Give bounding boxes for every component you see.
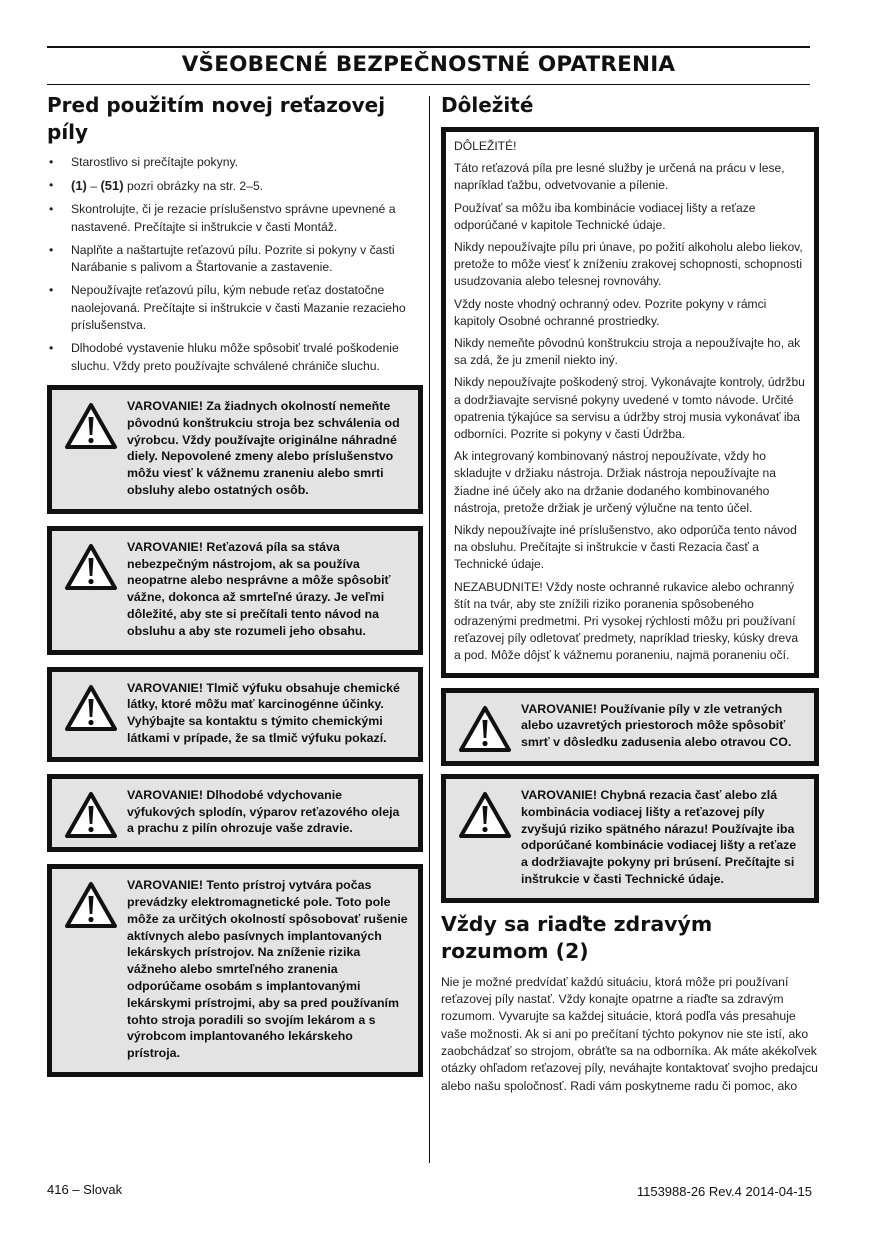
important-paragraph: Nikdy nemeňte pôvodnú konštrukciu stroja a nepoužívajte ho, ak sa zdá, že ju zmenil niekto iný. [454,336,801,368]
figure-ref-dash: – [86,179,101,193]
bullet-glyph: • [49,202,54,216]
warning-triangle-icon [458,705,512,753]
section-heading-before-use: Pred použitím novej reťazovej píly [47,93,386,144]
bullet-text: pozri obrázky na str. 2–5. [123,179,264,193]
warning-box-exhaust [47,774,423,852]
list-item [47,177,423,196]
page-title: VŠEOBECNÉ BEZPEČNOSTNÉ OPATRENIA [181,52,676,77]
warning-box-electromagnetic [47,864,423,1077]
warning-box-ventilation [441,688,819,766]
bullet-glyph: • [49,283,54,297]
page-number: 416 – Slovak [47,1182,123,1197]
warning-triangle-icon [64,684,118,732]
warning-box-kickback [441,774,819,903]
important-paragraph: Nikdy nepoužívajte poškodený stroj. Vykonávajte kontroly, údržbu a dodržiavajte servisné pokyny uvedené v tomto návode. Určité opatrenia týkajúce sa servisu a údržby stroj musia vykonávať iba odborníci. Pozrite si pokyny v časti Údržba. [454,375,805,442]
bullet-glyph: • [49,341,54,355]
bullet-text: Starostlivo si prečítajte pokyny. [71,155,239,169]
bullet-text: Skontrolujte, či je rezacie príslušenstvo správne upevnené a nastavené. Prečítajte si inštrukcie v časti Montáž. [71,202,396,234]
list-item [47,242,423,277]
section-heading-important: Dôležité [441,93,534,117]
warning-text: VAROVANIE! Tlmič výfuku obsahuje chemické látky, ktoré môžu mať karcinogénne účinky. Vyhýbajte sa kontaktu s týmito chemickými látkami v prípade, že sa tlmič výfuku pokazí. [127,680,400,745]
bullet-text: Naplňte a naštartujte reťazovú pílu. Pozrite si pokyny v časti Narábanie s palivom a Štartovanie a zastavenie. [71,242,395,274]
warning-triangle-icon [64,881,118,929]
warning-triangle-icon [64,402,118,450]
list-item [47,340,423,375]
important-paragraph: Používať sa môžu iba kombinácie vodiacej lišty a reťaze odporúčané v kapitole Technické údaje. [454,200,756,232]
warning-text: VAROVANIE! Za žiadnych okolností nemeňte pôvodnú konštrukciu stroja bez schválenia od výrobcu. Vždy používajte originálne náhradné diely. Nepovolené zmeny alebo príslušenstvo môžu viesť k vážnemu zraneniu alebo smrti obsluhy alebo ostatných osôb. [127,399,400,497]
bullet-text: Dlhodobé vystavenie hluku môže spôsobiť trvalé poškodenie sluchu. Vždy preto používajte schválené chrániče sluchu. [71,341,399,373]
warning-box-muffler [47,667,423,762]
warning-text: VAROVANIE! Reťazová píla sa stáva nebezpečným nástrojom, ak sa používa neopatrne alebo nesprávne a môže spôsobiť vážne, dokonca až smrteľné úrazy. Je veľmi dôležité, aby ste si prečítali tento návod na obsluhu a aby ste rozumeli jeho obsahu. [127,539,391,638]
bullet-glyph: • [49,155,54,169]
list-item [47,201,423,236]
important-paragraph: NEZABUDNITE! Vždy noste ochranné rukavice alebo ochranný štít na tvár, aby ste znížili riziko poranenia spôsobeného odrazenými predmetmi. Pri vysokej rýchlosti môžu pri používaní reťazovej píly odletovať predmety, napríklad triesky, kúsky dreva a pod. Môže dôjsť k vážnemu poraneniu, najmä poraneniu očí. [454,579,799,663]
warning-triangle-icon [64,791,118,839]
important-paragraph: Ak integrovaný kombinovaný nástroj nepoužívate, vždy ho skladujte v držiaku nástroja. Držiak nástroja nepoužívajte na žiadne iné účely ako na držanie dodaného kombinovaného nástroja, pretože držiak je určený výlučne na tento účel. [454,449,776,515]
warning-triangle-icon [458,791,512,839]
document-revision: 1153988-26 Rev.4 2014-04-15 [636,1184,812,1199]
bullet-glyph: • [49,178,54,192]
right-column [441,92,819,1095]
important-paragraph: Vždy noste vhodný ochranný odev. Pozrite pokyny v rámci kapitoly Osobné ochranné prostriedky. [454,296,767,328]
warning-text: VAROVANIE! Chybná rezacia časť alebo zlá kombinácia vodiacej lišty a reťazovej píly zvyšujú riziko spätného nárazu! Používajte iba odporúčané kombinácie vodiacej lišty a reťaze a dodržiavajte pokyny pri brúsení. Prečítajte si inštrukcie v časti Technické údaje. [521,788,797,887]
list-item [47,154,423,172]
common-sense-paragraph: Nie je možné predvídať každú situáciu, ktorá môže pri používaní reťazovej píly nastať. Vždy konajte opatrne a riaďte sa zdravým rozumom. Vyvarujte sa každej situácie, ktorá podľa vás presahuje vaše možnosti. Ak si ani po prečítaní týchto pokynov nie ste istí, ako zaobchádzať so strojom, obráťte sa na odborníka. Ak máte akékoľvek otázky ohľadom reťazovej píly, neváhajte kontaktovať svojho predajcu alebo našu spoločnosť. Radi vám poskytneme radu či pomoc, ako [441,974,818,1093]
list-item [47,282,423,335]
bullet-text: Nepoužívajte reťazovú pílu, kým nebude reťaz dostatočne naolejovaná. Prečítajte si inštrukcie v časti Mazanie rezacieho príslušenstva. [71,283,406,332]
warning-box-modification [47,385,423,514]
left-column [47,92,423,1077]
title-rule [47,84,810,85]
section-heading-common-sense: Vždy sa riaďte zdravým rozumom (2) [441,911,713,963]
figure-ref-start: (1) [71,178,87,193]
warning-text: VAROVANIE! Používanie píly v zle vetraných alebo uzavretých priestoroch môže spôsobiť smrť v dôsledku zadusenia alebo otravou CO. [521,701,792,750]
figure-ref-end: (51) [100,178,124,193]
warning-text: VAROVANIE! Dlhodobé vdychovanie výfukových splodín, výparov reťazového oleja a prachu z pilín ohrozuje vaše zdravie. [127,787,400,836]
important-paragraph: Nikdy nepoužívajte iné príslušenstvo, ako odporúča tento návod na obsluhu. Prečítajte si inštrukcie v časti Rezacia časť a Technické údaje. [454,523,797,572]
column-divider [429,96,430,1163]
warning-triangle-icon [64,543,118,591]
bullet-glyph: • [49,242,54,257]
bullet-list [47,154,423,375]
warning-text: VAROVANIE! Tento prístroj vytvára počas prevádzky elektromagnetické pole. Toto pole môže za určitých okolností spôsobovať rušenie aktívnych alebo pasívnych implantovaných lekárskych prístrojov. Na zníženie rizika vážneho alebo smrteľného zranenia odporúčame osobám s implantovanými lekárskymi prístrojmi, aby sa pred používaním tohto stroja poradili so svojím lekárom a s výrobcom implantovaného lekárskeho prístroja. [127,878,408,1061]
important-paragraph: DÔLEŽITÉ! [454,139,517,153]
important-box [441,127,819,678]
warning-box-dangerous-tool [47,526,423,655]
important-paragraph: Nikdy nepoužívajte pílu pri únave, po požití alkoholu alebo liekov, pretože to môže viesť k zníženiu zrakovej schopnosti, schopnosti usudzovania alebo telesnej rovnováhy. [454,240,803,289]
important-paragraph: Táto reťazová píla pre lesné služby je určená na prácu v lese, napríklad ťažbu, odvetvovanie a pílenie. [454,161,785,193]
top-rule [47,46,810,48]
